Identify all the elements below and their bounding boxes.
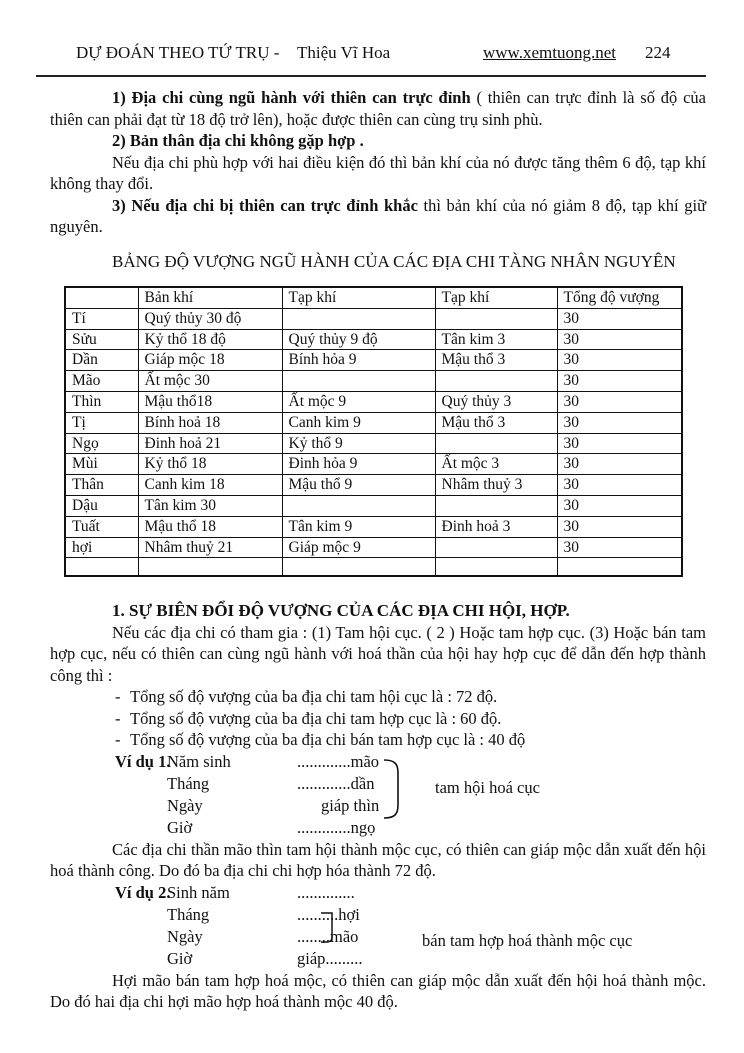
- value-cell: Mậu thổ 18: [138, 516, 282, 537]
- header-cell-tap-khi-1: Tạp khí: [282, 287, 435, 308]
- table-row: [65, 537, 682, 558]
- pillar-row: [50, 817, 706, 839]
- spacer-cell: [557, 558, 682, 577]
- table-row: [65, 433, 682, 454]
- pillar-row: [50, 904, 706, 926]
- value-cell: 30: [557, 516, 682, 537]
- list-item: [50, 708, 706, 730]
- list-item-text: Tổng số độ vượng của ba địa chi tam hợp cục là : 60 độ.: [130, 708, 502, 728]
- table-row: [65, 391, 682, 412]
- page-number: 224: [645, 43, 671, 62]
- value-cell: 30: [557, 329, 682, 350]
- table-title: BẢNG ĐỘ VƯỢNG NGŨ HÀNH CỦA CÁC ĐỊA CHI TÀNG NHÂN NGUYÊN: [112, 251, 676, 271]
- example-label: Ví dụ 1.: [115, 751, 171, 771]
- example-2-annotation: bán tam hợp hoá thành mộc cục: [422, 930, 633, 950]
- table-spacer-row: [65, 558, 682, 577]
- table-row: [65, 308, 682, 329]
- condition-1-rest: ( thiên can trực đỉnh là số độ của thiên can phải đạt từ 18 độ trở lên), hoặc được thiên can cùng trụ sinh phù.: [50, 88, 706, 129]
- value-cell: Quý thủy 9 độ: [282, 329, 435, 350]
- value-cell: Ất mộc 30: [138, 371, 282, 392]
- header-cell-total: Tổng độ vượng: [557, 287, 682, 308]
- value-cell: Mậu thổ 9: [282, 475, 435, 496]
- branch-cell: Tí: [65, 308, 138, 329]
- list-item-text: Tổng số độ vượng của ba địa chi bán tam hợp cục là : 40 độ: [130, 730, 526, 750]
- value-cell: Bính hoả 18: [138, 412, 282, 433]
- author-name: Thiệu Vĩ Hoa: [297, 43, 391, 62]
- branch-cell: Mùi: [65, 454, 138, 475]
- value-cell: Nhâm thuỷ 21: [138, 537, 282, 558]
- value-cell: Mậu thổ 3: [435, 350, 557, 371]
- condition-3-lead: 3) Nếu địa chi bị thiên can trực đỉnh khắc: [112, 195, 418, 215]
- section-1-heading: 1. SỰ BIÊN ĐỔI ĐỘ VƯỢNG CỦA CÁC ĐỊA CHI HỘI, HỢP.: [112, 601, 570, 621]
- page-header: [0, 42, 744, 64]
- pillar-name: Tháng: [167, 773, 210, 793]
- value-cell: Bính hỏa 9: [282, 350, 435, 371]
- pillar-value: .............mão: [297, 751, 380, 771]
- example-2-block: [50, 882, 706, 970]
- pillar-value: ..........hợi: [297, 904, 360, 924]
- value-cell: Kỷ thổ 9: [282, 433, 435, 454]
- value-cell: Canh kim 18: [138, 475, 282, 496]
- table-row: [65, 495, 682, 516]
- value-cell: Ất mộc 3: [435, 454, 557, 475]
- header-cell-tap-khi-2: Tạp khí: [435, 287, 557, 308]
- branch-cell: Tị: [65, 412, 138, 433]
- value-cell: [435, 537, 557, 558]
- example-2-rows: [50, 882, 706, 970]
- value-cell: Mậu thổ18: [138, 391, 282, 412]
- example-label: Ví dụ 2.: [115, 882, 171, 902]
- list-item: [50, 729, 706, 751]
- value-cell: Kỷ thổ 18: [138, 454, 282, 475]
- table-row: [65, 350, 682, 371]
- value-cell: 30: [557, 537, 682, 558]
- pillar-name: Tháng: [167, 904, 210, 924]
- page-content: [50, 87, 706, 1013]
- pillar-value: giáp thìn: [321, 795, 380, 815]
- value-cell: 30: [557, 454, 682, 475]
- condition-1-lead: 1) Địa chi cùng ngũ hành với thiên can trực đỉnh: [112, 88, 471, 107]
- value-cell: Tân kim 3: [435, 329, 557, 350]
- pillar-value: ........mão: [297, 926, 359, 946]
- value-cell: Tân kim 9: [282, 516, 435, 537]
- branch-cell: hợi: [65, 537, 138, 558]
- list-item: [50, 686, 706, 708]
- pillar-value: .............dần: [297, 773, 375, 793]
- value-cell: 30: [557, 475, 682, 496]
- dash-bullet: -: [115, 687, 121, 707]
- paragraph-condition-3: [50, 195, 706, 238]
- value-cell: 30: [557, 308, 682, 329]
- pillar-row: [50, 751, 706, 773]
- value-cell: Giáp mộc 18: [138, 350, 282, 371]
- pillar-value: giáp.........: [297, 948, 363, 968]
- value-cell: [435, 371, 557, 392]
- pillar-name: Giờ: [167, 948, 193, 968]
- pillar-name: Giờ: [167, 817, 193, 837]
- value-cell: Quý thủy 3: [435, 391, 557, 412]
- pillar-value: .............ngọ: [297, 817, 376, 837]
- value-cell: Canh kim 9: [282, 412, 435, 433]
- value-cell: 30: [557, 350, 682, 371]
- spacer-cell: [138, 558, 282, 577]
- value-cell: [282, 371, 435, 392]
- value-cell: [435, 308, 557, 329]
- spacer-cell: [65, 558, 138, 577]
- pillar-row: [50, 773, 706, 795]
- value-cell: [282, 308, 435, 329]
- example-2-bracket: [320, 908, 338, 948]
- pillar-name: Ngày: [167, 926, 203, 946]
- dash-bullet: -: [115, 730, 121, 750]
- table-row: [65, 454, 682, 475]
- table-row: [65, 371, 682, 392]
- table-row: [65, 412, 682, 433]
- pillar-row: [50, 795, 706, 817]
- example-2-note: Hợi mão bán tam hợp hoá mộc, có thiên can giáp mộc dẫn xuất đến hội hoá thành mộc. Do đó hai địa chi hợi mão hợp hoá thành mộc 40 độ.: [50, 970, 706, 1012]
- branch-cell: Ngọ: [65, 433, 138, 454]
- value-cell: Đinh hỏa 9: [282, 454, 435, 475]
- paragraph-condition-1: [50, 87, 706, 130]
- paragraph-condition-note: Nếu địa chi phù hợp với hai điều kiện đó thì bản khí của nó được tăng thêm 6 độ, tạp khí không thay đổi.: [50, 152, 706, 193]
- example-1-note: Các địa chi thần mão thìn tam hội thành mộc cục, có thiên can giáp mộc dẫn xuất đến hội hoá thành công. Do đó ba địa chi chi hợp hóa thành 72 độ.: [50, 839, 706, 881]
- branch-cell: Sửu: [65, 329, 138, 350]
- value-cell: [435, 433, 557, 454]
- branch-cell: Dậu: [65, 495, 138, 516]
- section-1-paragraph: Nếu các địa chi có tham gia : (1) Tam hội cục. ( 2 ) Hoặc tam hợp cục. (3) Hoặc bán tam hợp cục, nếu có thiên can cùng ngũ hành với hoá thần của hội hay hợp cục để dẫn đến hợp thành công thì :: [50, 622, 706, 685]
- pillar-name: Sinh năm: [167, 882, 230, 902]
- value-cell: Giáp mộc 9: [282, 537, 435, 558]
- value-cell: Ất mộc 9: [282, 391, 435, 412]
- dash-bullet: -: [115, 708, 121, 728]
- value-cell: Tân kim 30: [138, 495, 282, 516]
- branch-cell: Thìn: [65, 391, 138, 412]
- value-cell: Kỷ thổ 18 độ: [138, 329, 282, 350]
- example-1-bracket: [383, 753, 403, 823]
- branch-cell: Tuất: [65, 516, 138, 537]
- pillar-name: Ngày: [167, 795, 203, 815]
- value-cell: [435, 495, 557, 516]
- pillar-row: [50, 882, 706, 904]
- value-cell: Mậu thổ 3: [435, 412, 557, 433]
- table-header-row: [65, 287, 682, 308]
- header-cell-blank: [65, 287, 138, 308]
- example-1-annotation: tam hội hoá cục: [435, 777, 540, 797]
- paragraph-condition-2: [50, 130, 706, 152]
- example-1-block: [50, 751, 706, 839]
- branch-cell: Thân: [65, 475, 138, 496]
- value-cell: 30: [557, 412, 682, 433]
- totals-list: [50, 686, 706, 751]
- value-cell: 30: [557, 433, 682, 454]
- degree-table-body: [65, 287, 682, 576]
- pillar-value: ..............: [297, 882, 355, 902]
- book-title: DỰ ĐOÁN THEO TỨ TRỤ -: [76, 43, 280, 62]
- example-1-rows: [50, 751, 706, 839]
- list-item-text: Tổng số độ vượng của ba địa chi tam hội cục là : 72 độ.: [130, 687, 498, 707]
- table-row: [65, 516, 682, 537]
- table-row: [65, 475, 682, 496]
- header-cell-ban-khi: Bản khí: [138, 287, 282, 308]
- website-link[interactable]: www.xemtuong.net: [483, 43, 616, 62]
- value-cell: 30: [557, 495, 682, 516]
- pillar-name: Năm sinh: [167, 751, 231, 771]
- spacer-cell: [435, 558, 557, 577]
- value-cell: Quý thủy 30 độ: [138, 308, 282, 329]
- header-rule: [36, 75, 706, 77]
- value-cell: Đinh hoả 3: [435, 516, 557, 537]
- wang-degree-table: [64, 286, 683, 577]
- value-cell: Nhâm thuỷ 3: [435, 475, 557, 496]
- branch-cell: Dần: [65, 350, 138, 371]
- value-cell: 30: [557, 371, 682, 392]
- condition-3-rest: thì bản khí của nó giảm 8 độ, tạp khí giữ nguyên.: [50, 195, 707, 236]
- value-cell: [282, 495, 435, 516]
- table-row: [65, 329, 682, 350]
- condition-2-lead: 2) Bản thân địa chi không gặp hợp .: [112, 131, 364, 150]
- value-cell: Đinh hoả 21: [138, 433, 282, 454]
- branch-cell: Mão: [65, 371, 138, 392]
- spacer-cell: [282, 558, 435, 577]
- value-cell: 30: [557, 391, 682, 412]
